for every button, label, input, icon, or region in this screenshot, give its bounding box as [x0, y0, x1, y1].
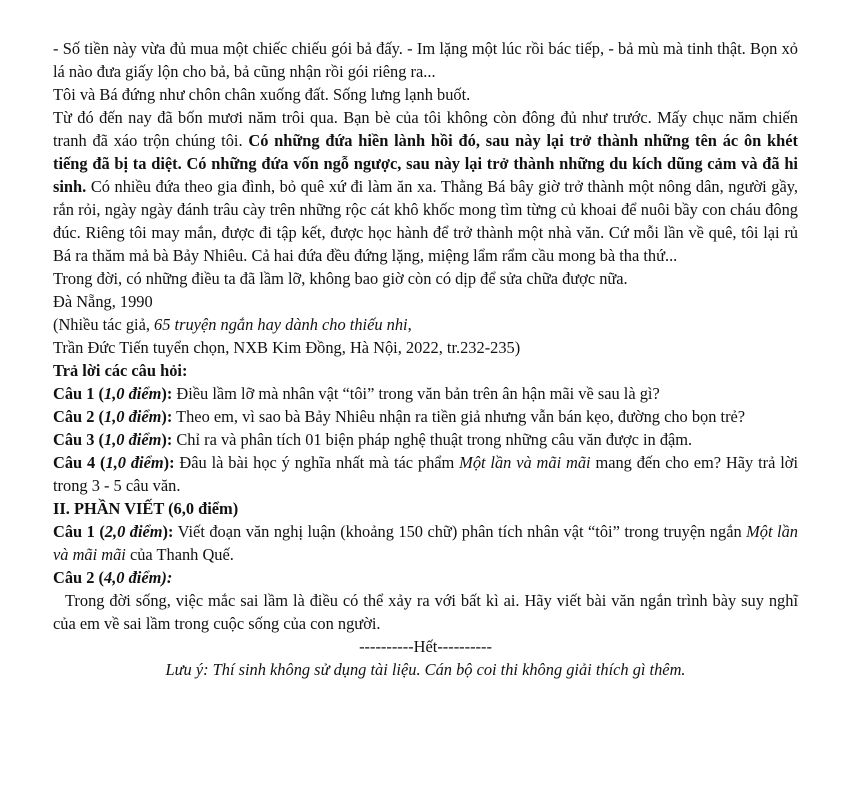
question-1: [53, 382, 798, 405]
writing-task-1: [53, 520, 798, 566]
section-2-heading: II. PHẦN VIẾT (6,0 điểm): [53, 499, 239, 518]
question-2-label: Câu 2 (1,0 điểm):: [53, 407, 173, 426]
writing-task-2-label: Câu 2 (4,0 điểm):: [53, 568, 173, 587]
question-3: [53, 428, 798, 451]
end-marker: ----------Hết----------: [359, 637, 492, 656]
paragraph-3: [53, 106, 798, 267]
source-book-title: 65 truyện ngắn hay dành cho thiếu nhi: [154, 315, 408, 334]
questions-heading: Trả lời các câu hỏi:: [53, 361, 188, 380]
source-comma: ,: [407, 315, 412, 334]
question-4-text-end: mang đến cho em? Hãy trả lời trong 3 - 5 câu văn.: [53, 453, 798, 495]
place-date: Đà Nẵng, 1990: [53, 292, 153, 311]
writing-task-2-text: Trong đời sống, việc mắc sai lầm là điều có thể xảy ra với bất kì ai. Hãy viết bài văn ngắn trình bày suy nghĩ của em về sai lầm trong cuộc sống của con người.: [53, 591, 798, 633]
exam-note: Lưu ý: Thí sinh không sử dụng tài liệu. Cán bộ coi thi không giải thích gì thêm.: [165, 660, 686, 679]
story-title: Một lần và mãi mãi: [53, 522, 798, 564]
paragraph-3-start: Từ đó đến nay đã bốn mươi năm trôi qua. Bạn bè của tôi không còn đông đủ như trước. Mấy chục năm chiến tranh đã xáo trộn chúng tôi.: [53, 108, 798, 150]
story-title: Một lần và mãi mãi: [459, 453, 591, 472]
writing-task-1-label: Câu 1 (2,0 điểm):: [53, 522, 174, 541]
question-3-text: Chỉ ra và phân tích 01 biện pháp nghệ thuật trong những câu văn được in đậm.: [172, 430, 693, 449]
exam-page: [53, 37, 798, 681]
paragraph-3-end: Có nhiều đứa theo gia đình, bỏ quê xứ đi làm ăn xa. Thằng Bá bây giờ trở thành một nông dân, người gầy, rắn rỏi, ngày ngày đánh trâu cày trên những rộc cát khô khốc mong tìm từng củ khoai để nuôi bầy con cháu đông đúc. Riêng tôi may mắn, được đi tập kết, được học hành để trở thành một nhà văn. Cứ mỗi lần về quê, tôi lại rủ Bá ra thăm mả bà Bảy Nhiêu. Cả hai đứa đều đứng lặng, miệng lẩm rẩm cầu mong bà tha thứ...: [53, 177, 798, 265]
source-line-1: [53, 313, 798, 336]
paragraph-1: - Số tiền này vừa đủ mua một chiếc chiếu gói bả đấy. - Im lặng một lúc rồi bác tiếp, - bả mù mà tinh thật. Bọn xỏ lá nào đưa giấy lộn cho bả, bả cũng nhận rồi gói riêng ra...: [53, 39, 798, 81]
bold-passage: Có những đứa hiền lành hồi đó, sau này lại trở thành những tên ác ôn khét tiếng đã bị ta diệt. Có những đứa vốn ngỗ ngược, sau này lại trở thành những du kích dũng cảm và đã hi sinh.: [53, 131, 798, 196]
question-1-label: Câu 1 (1,0 điểm):: [53, 384, 173, 403]
question-3-label: Câu 3 (1,0 điểm):: [53, 430, 173, 449]
question-1-text: Điều lầm lỡ mà nhân vật “tôi” trong văn bản trên ân hận mãi về sau là gì?: [172, 384, 660, 403]
source-open: (Nhiều tác giả,: [53, 315, 155, 334]
writing-task-1-text: Viết đoạn văn nghị luận (khoảng 150 chữ) phân tích nhân vật “tôi” trong truyện ngắn: [173, 522, 747, 541]
writing-task-1-text-end: của Thanh Quế.: [125, 545, 234, 564]
question-2: [53, 405, 798, 428]
question-4-text: Đâu là bài học ý nghĩa nhất mà tác phẩm: [174, 453, 460, 472]
question-4-label: Câu 4 (1,0 điểm):: [53, 453, 175, 472]
question-4: [53, 451, 798, 497]
paragraph-2: Tôi và Bá đứng như chôn chân xuống đất. Sống lưng lạnh buốt.: [53, 85, 471, 104]
question-2-text: Theo em, vì sao bà Bảy Nhiêu nhận ra tiền giả nhưng vẫn bán kẹo, đường cho bọn trẻ?: [172, 407, 746, 426]
paragraph-4: Trong đời, có những điều ta đã lầm lỡ, không bao giờ còn có dịp để sửa chữa được nữa.: [53, 269, 628, 288]
source-line-2: Trần Đức Tiến tuyển chọn, NXB Kim Đồng, Hà Nội, 2022, tr.232-235): [53, 338, 521, 357]
